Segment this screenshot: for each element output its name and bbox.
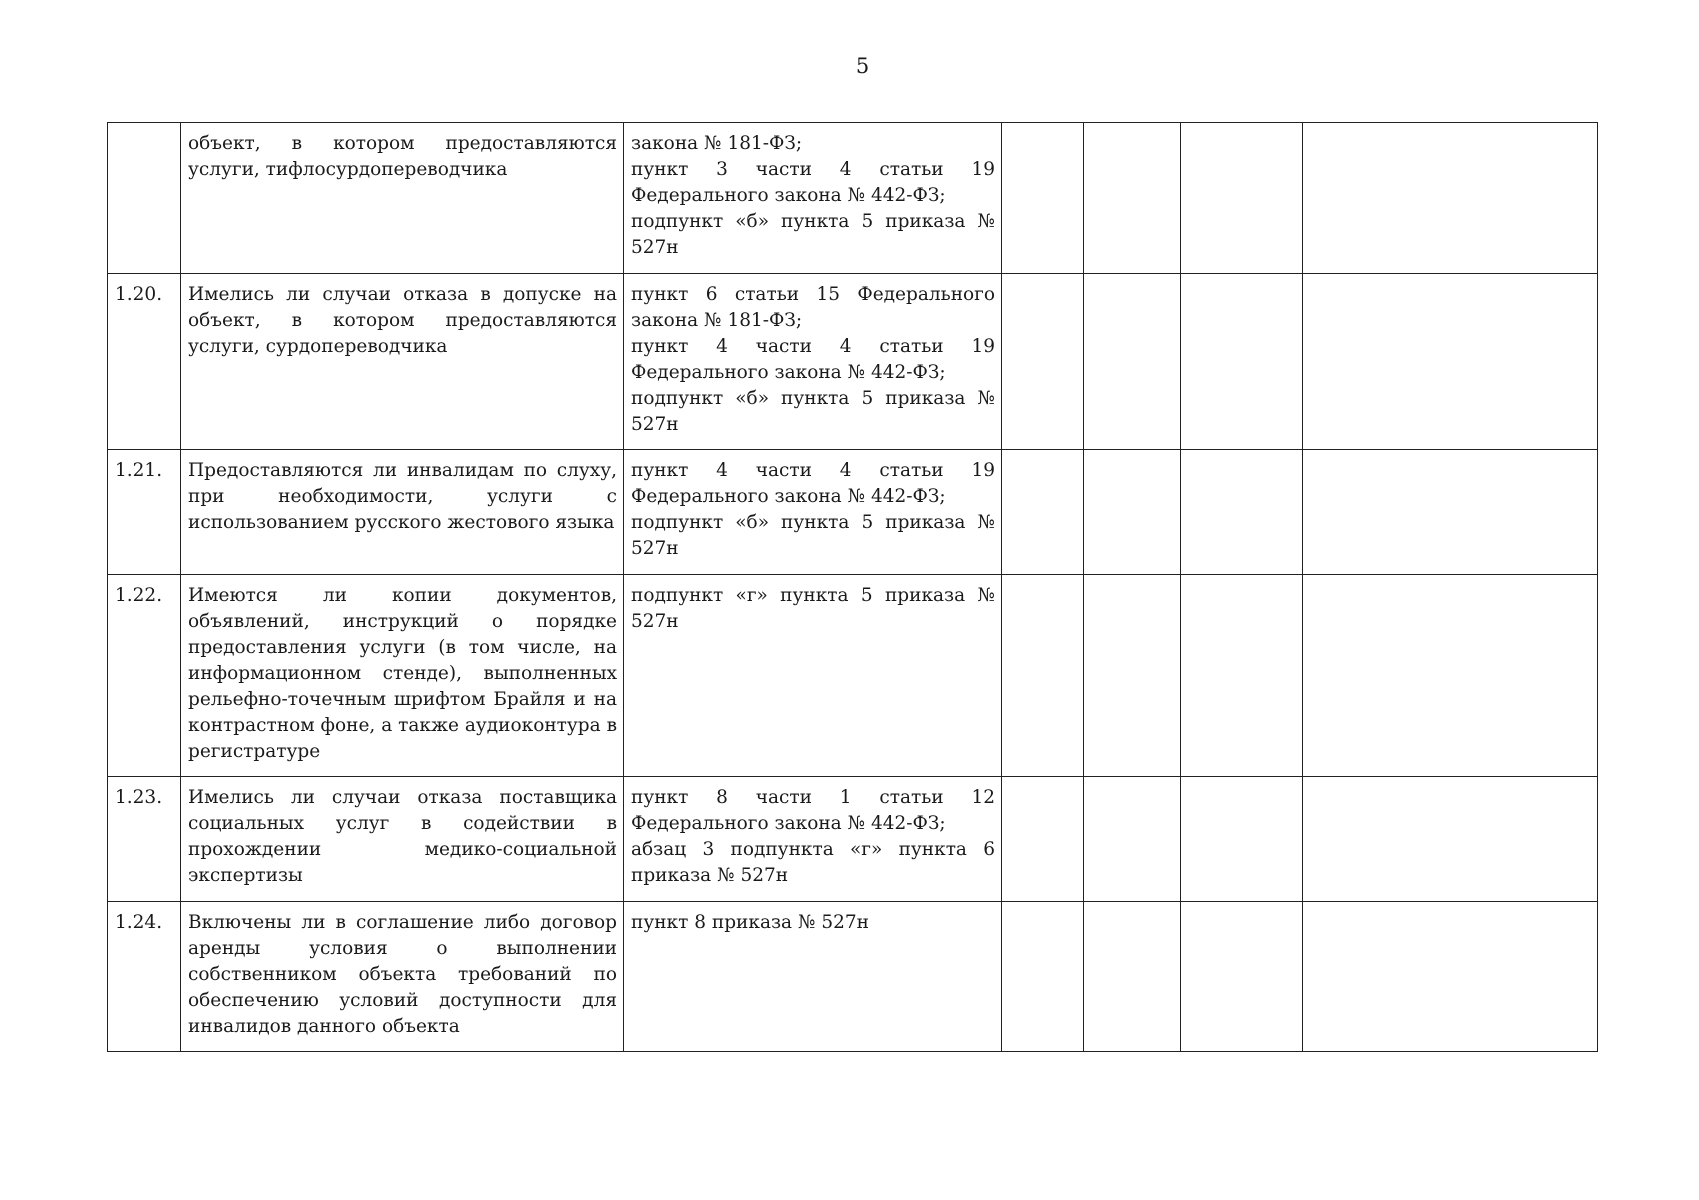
table-row bbox=[108, 450, 1598, 575]
answer-no-cell[interactable] bbox=[1084, 274, 1181, 450]
checklist-table bbox=[107, 122, 1598, 1052]
notes-cell[interactable] bbox=[1303, 450, 1598, 575]
question-cell: Предоставляются ли инвалидам по слуху, при необходимости, услуги с использованием русского жестового языка bbox=[181, 450, 624, 575]
requirements-cell bbox=[624, 575, 1002, 777]
question-cell: Имеются ли копии документов, объявлений, инструкций о порядке предоставления услуги (в том числе, на информационном стенде), выполненных рельефно-точечным шрифтом Брайля и на контрастном фоне, а также аудиоконтура в регистратуре bbox=[181, 575, 624, 777]
table-row bbox=[108, 123, 1598, 274]
requirement-line: подпункт «б» пункта 5 приказа № 527н bbox=[631, 211, 995, 258]
question-cell: Имелись ли случаи отказа поставщика социальных услуг в содействии в прохождении медико-социальной экспертизы bbox=[181, 777, 624, 902]
table-row bbox=[108, 902, 1598, 1052]
notes-cell[interactable] bbox=[1303, 274, 1598, 450]
answer-na-cell[interactable] bbox=[1181, 902, 1303, 1052]
row-number: 1.24. bbox=[108, 902, 181, 1052]
requirement-line: пункт 6 статьи 15 Федерального закона № 181-ФЗ; bbox=[631, 284, 995, 331]
answer-yes-cell[interactable] bbox=[1002, 777, 1084, 902]
row-number bbox=[108, 123, 181, 274]
requirement-line: закона № 181-ФЗ; bbox=[631, 133, 803, 154]
question-cell: Включены ли в соглашение либо договор аренды условия о выполнении собственником объекта требований по обеспечению условий доступности для инвалидов данного объекта bbox=[181, 902, 624, 1052]
requirement-line: подпункт «б» пункта 5 приказа № 527н bbox=[631, 512, 995, 559]
question-cell: объект, в котором предоставляются услуги, тифлосурдопереводчика bbox=[181, 123, 624, 274]
answer-no-cell[interactable] bbox=[1084, 450, 1181, 575]
requirement-line: пункт 8 части 1 статьи 12 Федерального закона № 442-ФЗ; bbox=[631, 787, 995, 834]
requirements-cell bbox=[624, 450, 1002, 575]
requirement-line: пункт 4 части 4 статьи 19 Федерального закона № 442-ФЗ; bbox=[631, 460, 995, 507]
notes-cell[interactable] bbox=[1303, 575, 1598, 777]
row-number: 1.23. bbox=[108, 777, 181, 902]
answer-yes-cell[interactable] bbox=[1002, 575, 1084, 777]
answer-yes-cell[interactable] bbox=[1002, 450, 1084, 575]
table-row bbox=[108, 274, 1598, 450]
answer-na-cell[interactable] bbox=[1181, 274, 1303, 450]
answer-na-cell[interactable] bbox=[1181, 450, 1303, 575]
row-number: 1.22. bbox=[108, 575, 181, 777]
table-row bbox=[108, 575, 1598, 777]
requirement-line: пункт 4 части 4 статьи 19 Федерального закона № 442-ФЗ; bbox=[631, 336, 995, 383]
answer-no-cell[interactable] bbox=[1084, 575, 1181, 777]
requirements-cell bbox=[624, 902, 1002, 1052]
requirement-line: подпункт «б» пункта 5 приказа № 527н bbox=[631, 388, 995, 435]
question-cell: Имелись ли случаи отказа в допуске на объект, в котором предоставляются услуги, сурдопереводчика bbox=[181, 274, 624, 450]
requirement-line: пункт 8 приказа № 527н bbox=[631, 912, 869, 933]
answer-no-cell[interactable] bbox=[1084, 123, 1181, 274]
requirements-cell bbox=[624, 777, 1002, 902]
answer-yes-cell[interactable] bbox=[1002, 123, 1084, 274]
page-number: 5 bbox=[855, 54, 870, 78]
answer-na-cell[interactable] bbox=[1181, 777, 1303, 902]
answer-no-cell[interactable] bbox=[1084, 902, 1181, 1052]
answer-yes-cell[interactable] bbox=[1002, 274, 1084, 450]
answer-na-cell[interactable] bbox=[1181, 575, 1303, 777]
answer-no-cell[interactable] bbox=[1084, 777, 1181, 902]
requirement-line: пункт 3 части 4 статьи 19 Федерального закона № 442-ФЗ; bbox=[631, 159, 995, 206]
requirement-line: абзац 3 подпункта «г» пункта 6 приказа № 527н bbox=[631, 839, 995, 886]
answer-yes-cell[interactable] bbox=[1002, 902, 1084, 1052]
notes-cell[interactable] bbox=[1303, 777, 1598, 902]
requirement-line: подпункт «г» пункта 5 приказа № 527н bbox=[631, 585, 995, 632]
notes-cell[interactable] bbox=[1303, 902, 1598, 1052]
requirements-cell bbox=[624, 123, 1002, 274]
row-number: 1.21. bbox=[108, 450, 181, 575]
row-number: 1.20. bbox=[108, 274, 181, 450]
notes-cell[interactable] bbox=[1303, 123, 1598, 274]
answer-na-cell[interactable] bbox=[1181, 123, 1303, 274]
table-row bbox=[108, 777, 1598, 902]
requirements-cell bbox=[624, 274, 1002, 450]
